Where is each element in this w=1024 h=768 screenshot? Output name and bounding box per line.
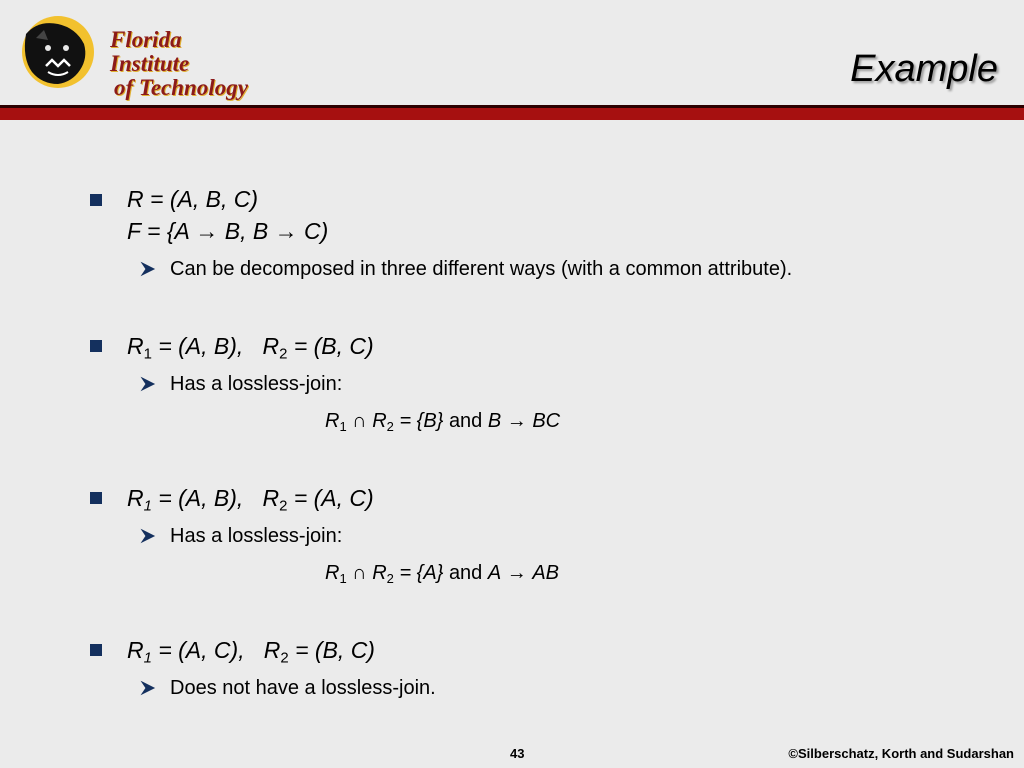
item-3-equation: $R_1$ ∩ $R_2 = \{A\}$ and A → AB: [325, 562, 560, 586]
fit-logo: [18, 14, 258, 100]
item-4-heading: $R_1 = (A$, C), $R_2 = (B$, C): [127, 637, 375, 667]
item-2-sub: Has a lossless-join:: [170, 373, 343, 395]
page-number: 43: [510, 746, 525, 761]
arrow-bullet-icon: [140, 528, 156, 544]
copyright: ©Silberschatz, Korth and Sudarshan: [788, 746, 1014, 761]
bullet-icon: [90, 492, 102, 504]
bullet-icon: [90, 644, 102, 656]
arrow-bullet-icon: [140, 376, 156, 392]
item-1-line-2: F = {A → B, B → C): [127, 218, 329, 244]
item-1-sub: Can be decomposed in three different ways (with a common attribute).: [170, 258, 793, 280]
item-2-equation: $R_1$ ∩ $R_2 = \{B\}$ and B → BC: [325, 410, 561, 434]
logo-line-1: Florida Institute: [110, 27, 190, 76]
item-3-heading: $R_1 = (A$, B), $R_2 = (A$, C): [127, 485, 374, 515]
bullet-icon: [90, 194, 102, 206]
item-1-line-1: R = (A, B, C): [127, 186, 258, 212]
header-divider-red: [0, 108, 1024, 120]
bullet-icon: [90, 340, 102, 352]
panther-icon: [18, 14, 98, 90]
arrow-bullet-icon: [140, 680, 156, 696]
item-2-heading: $R_1 = (A$, B), $R_2 = (B$, C): [127, 333, 374, 363]
slide-title: Example: [850, 48, 998, 90]
logo-line-2: of Technology: [114, 75, 248, 100]
item-3-sub: Has a lossless-join:: [170, 525, 343, 547]
arrow-bullet-icon: [140, 261, 156, 277]
item-4-sub: Does not have a lossless-join.: [170, 677, 436, 699]
